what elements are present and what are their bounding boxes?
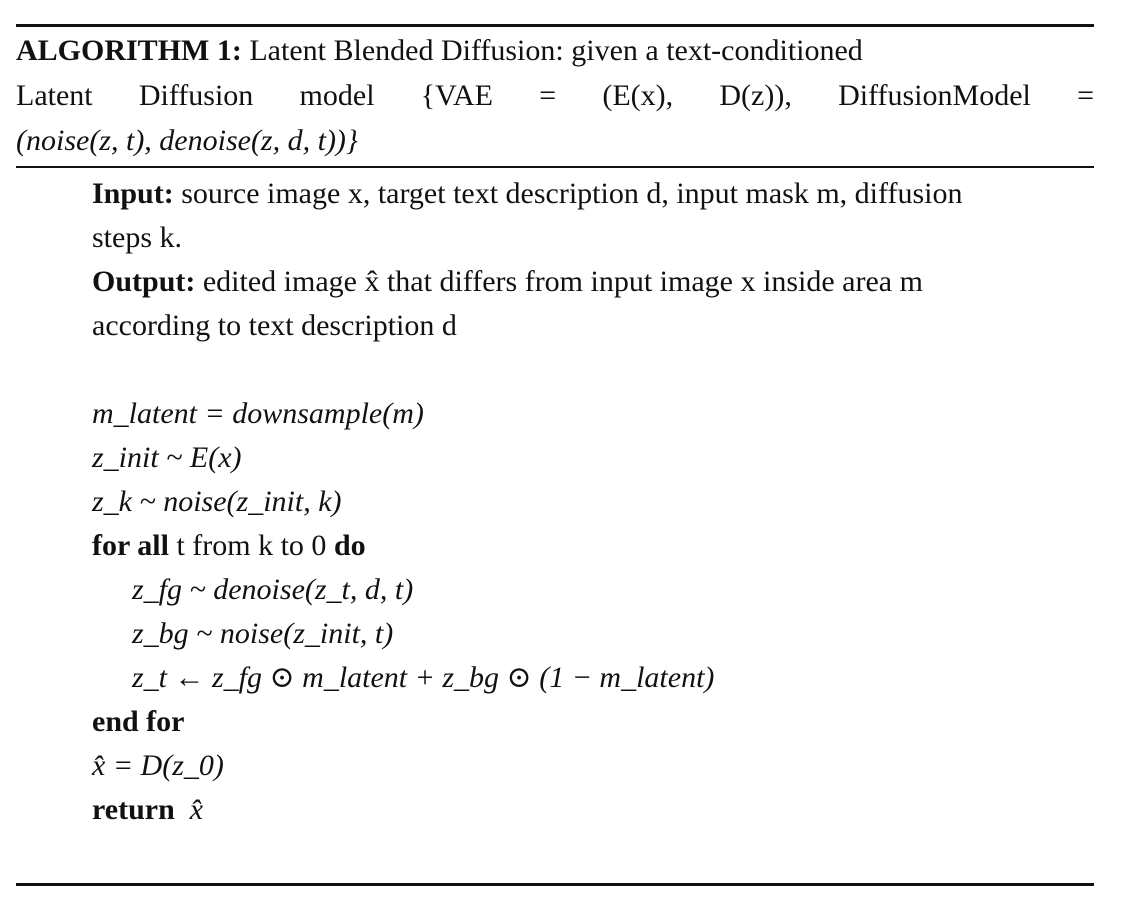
input-label: Input: — [92, 177, 174, 210]
step-end-for — [92, 700, 1138, 744]
input-line-1 — [92, 172, 1138, 216]
return-value: x̂ — [189, 793, 204, 826]
top-rule — [16, 24, 1094, 27]
step-denoise — [92, 568, 1138, 612]
bottom-rule — [16, 883, 1094, 886]
algorithm-title: Latent Blended Diffusion: given a text-conditioned — [241, 34, 863, 67]
output-text: edited image x̂ that differs from input image x inside area m — [195, 265, 923, 298]
step-noise-init — [92, 480, 1138, 524]
step-encode — [92, 436, 1138, 480]
for-keyword: for all — [92, 529, 169, 562]
step-denoise-text: z_fg ~ denoise(z_t, d, t) — [132, 573, 414, 606]
end-for-keyword: end for — [92, 705, 185, 738]
step-downsample — [92, 392, 1138, 436]
step-encode-text: z_init ~ E(x) — [92, 441, 242, 474]
input-output-block — [92, 172, 1138, 348]
output-label: Output: — [92, 265, 196, 298]
caption-line-2 — [16, 73, 1094, 118]
step-decode — [92, 744, 1138, 788]
step-blend — [92, 656, 1138, 700]
input-line-2 — [92, 216, 1138, 260]
caption-line-2-text: Latent Diffusion model {VAE = (E(x), D(z)), DiffusionModel = — [16, 79, 1094, 112]
step-noise-init-text: z_k ~ noise(z_init, k) — [92, 485, 342, 518]
step-downsample-text: m_latent = downsample(m) — [92, 397, 424, 430]
step-noise-bg-text: z_bg ~ noise(z_init, t) — [132, 617, 394, 650]
algorithm-steps — [92, 392, 1138, 832]
output-text-cont: according to text description d — [92, 309, 457, 342]
algorithm-label: ALGORITHM 1: — [16, 34, 242, 67]
return-keyword: return — [92, 793, 175, 826]
step-noise-bg — [92, 612, 1138, 656]
input-text: source image x, target text description d, input mask m, diffusion — [173, 177, 963, 210]
header-rule — [16, 166, 1094, 168]
caption-line-3 — [16, 118, 1094, 163]
for-range: t from k to 0 — [168, 529, 334, 562]
algorithm-caption — [16, 28, 1094, 163]
step-decode-text: x̂ = D(z_0) — [92, 749, 224, 782]
step-for-loop — [92, 524, 1138, 568]
caption-line-3-text: (noise(z, t), denoise(z, d, t))} — [16, 124, 358, 157]
input-text-cont: steps k. — [92, 221, 182, 254]
do-keyword: do — [333, 529, 366, 562]
output-line-1 — [92, 260, 1138, 304]
step-blend-text: z_t ← z_fg ⊙ m_latent + z_bg ⊙ (1 − m_latent) — [132, 661, 715, 694]
step-return — [92, 788, 1138, 832]
output-line-2 — [92, 304, 1138, 348]
caption-line-1 — [16, 28, 1094, 73]
